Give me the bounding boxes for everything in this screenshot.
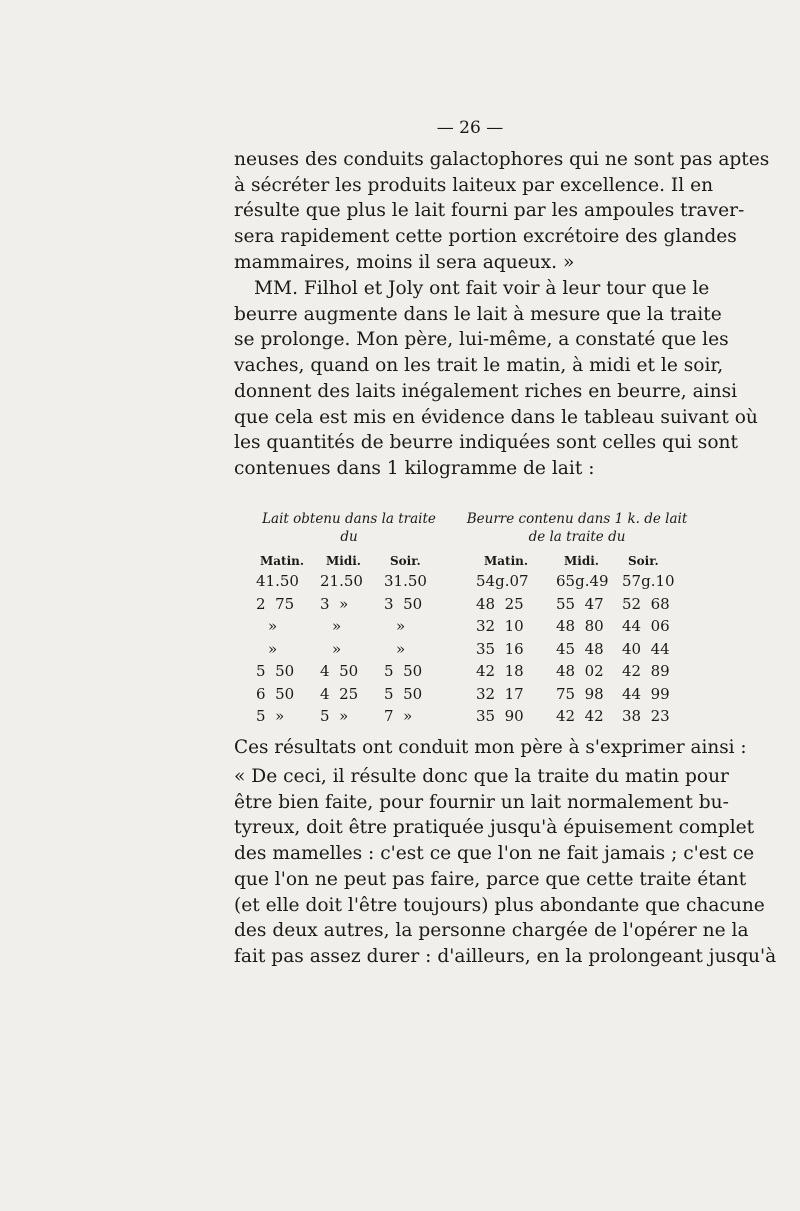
text-line: (et elle doit l'être toujours) plus abondante que chacune (234, 894, 765, 916)
table-cell: » (268, 617, 278, 635)
text-line: beurre augmente dans le lait à mesure que la traite (234, 303, 722, 325)
table-cell: 48 80 (556, 617, 604, 635)
table-cell: 42 18 (476, 662, 524, 680)
table-cell: 57g.10 (622, 572, 675, 590)
text-line: des deux autres, la personne chargée de l'opérer ne la (234, 920, 749, 942)
table-cell: 32 10 (476, 617, 524, 635)
table-cell: 38 23 (622, 707, 670, 725)
table-cell: 5 » (256, 707, 285, 725)
table-row (234, 595, 692, 617)
table-cell: 44 06 (622, 617, 670, 635)
table-cell: » (332, 639, 342, 658)
table-cell: 21.50 (320, 572, 363, 590)
text-line: Ces résultats ont conduit mon père à s'exprimer ainsi : (234, 737, 747, 758)
table-cell: 35 16 (476, 639, 524, 658)
text-line: que cela est mis en évidence dans le tableau suivant où (234, 406, 758, 428)
table-row (234, 662, 692, 684)
table-cell: 2 75 (256, 594, 295, 613)
table-cell: 55 47 (556, 594, 604, 613)
column-header: Midi. (564, 554, 599, 568)
group-header-line: de la traite du (528, 529, 626, 545)
text-line: vaches, quand on les trait le matin, à midi et le soir, (234, 355, 724, 377)
paragraph-4 (234, 764, 777, 970)
table-cell: 5 50 (384, 662, 423, 680)
paragraph-2 (234, 276, 758, 482)
table-cell: 4 25 (320, 684, 359, 703)
table-cell: 44 99 (622, 684, 670, 703)
table-cell: 41.50 (256, 572, 299, 590)
table-row (234, 685, 692, 707)
text-line: être bien faite, pour fournir un lait normalement bu- (234, 791, 729, 813)
table-cell: 6 50 (256, 684, 295, 703)
column-header: Soir. (390, 554, 421, 568)
table-cell: 32 17 (476, 684, 524, 703)
paragraph-3 (234, 735, 747, 761)
table-group-header-milk (254, 510, 444, 546)
text-line: donnent des laits inégalement riches en beurre, ainsi (234, 380, 738, 402)
table-cell: 54g.07 (476, 572, 529, 590)
text-line: se prolonge. Mon père, lui-même, a constaté que les (234, 329, 729, 351)
table-cell: 48 25 (476, 594, 524, 613)
column-header: Soir. (628, 554, 659, 568)
table-cell: » (396, 639, 406, 658)
table-cell: 40 44 (622, 639, 670, 658)
text-line: MM. Filhol et Joly ont fait voir à leur tour que le (254, 278, 710, 299)
table-cell: 45 48 (556, 639, 604, 658)
text-line: résulte que plus le lait fourni par les ampoules traver- (234, 200, 745, 222)
text-line: contenues dans 1 kilogramme de lait : (234, 457, 595, 479)
group-header-line: du (340, 529, 358, 545)
table-cell: 5 » (320, 707, 349, 725)
table-cell: 48 02 (556, 662, 604, 680)
text-line: sera rapidement cette portion excrétoire des glandes (234, 226, 737, 248)
paragraph-1 (234, 147, 770, 276)
table-cell: 7 » (384, 707, 413, 725)
table-cell: 35 90 (476, 707, 524, 725)
column-header: Matin. (484, 554, 529, 568)
table-row (234, 640, 692, 662)
table-cell: » (268, 639, 278, 658)
table-cell: 5 50 (256, 662, 295, 680)
table-cell: » (332, 617, 342, 635)
text-line: à sécréter les produits laiteux par excellence. Il en (234, 174, 714, 196)
table-cell: 4 50 (320, 662, 359, 680)
table-row (234, 572, 692, 594)
text-line: mammaires, moins il sera aqueux. » (234, 251, 575, 273)
table-cell: 3 50 (384, 594, 423, 613)
column-header: Matin. (260, 554, 305, 568)
table-row (234, 707, 692, 729)
table-row (234, 617, 692, 639)
table-cell: 52 68 (622, 594, 670, 613)
column-header: Midi. (326, 554, 361, 568)
group-header-line: Beurre contenu dans 1 k. de lait (466, 511, 688, 527)
text-line: tyreux, doit être pratiquée jusqu'à épuisement complet (234, 817, 755, 839)
group-header-line: Lait obtenu dans la traite (262, 511, 436, 527)
table-cell: 42 42 (556, 707, 604, 725)
text-line: « De ceci, il résulte donc que la traite du matin pour (234, 766, 729, 787)
text-line: les quantités de beurre indiquées sont celles qui sont (234, 432, 738, 454)
table-cell: 75 98 (556, 684, 604, 703)
text-line: que l'on ne peut pas faire, parce que cette traite étant (234, 868, 747, 890)
text-line: des mamelles : c'est ce que l'on ne fait jamais ; c'est ce (234, 843, 755, 865)
table-group-header-butter (466, 510, 688, 546)
table-cell: 31.50 (384, 572, 427, 590)
table-cell: 65g.49 (556, 572, 609, 590)
table-cell: 5 50 (384, 684, 423, 703)
text-line: neuses des conduits galactophores qui ne sont pas aptes (234, 149, 770, 170)
table-cell: 3 » (320, 594, 349, 613)
text-line: fait pas assez durer : d'ailleurs, en la prolongeant jusqu'à (234, 945, 777, 967)
table-cell: » (396, 617, 406, 635)
table-cell: 42 89 (622, 662, 670, 680)
page-number: — 26 — (436, 118, 504, 138)
